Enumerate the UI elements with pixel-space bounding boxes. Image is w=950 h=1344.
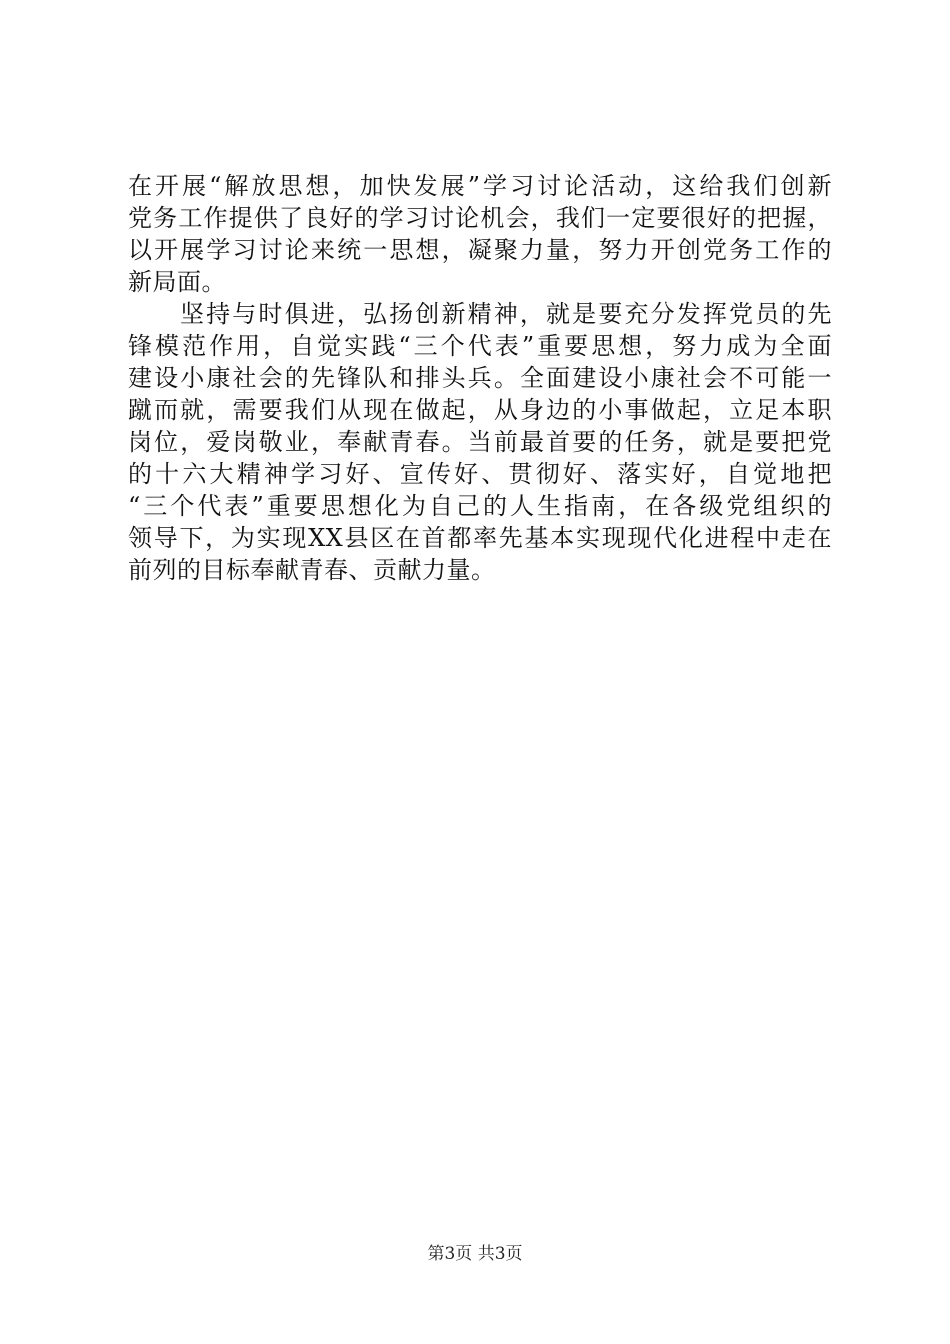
paragraph-2-line-3: 建设小康社会的先锋队和排头兵。全面建设小康社会不可能一	[128, 364, 832, 392]
paragraph-1-line-2: 党务工作提供了良好的学习讨论机会，我们一定要很好的把握，	[128, 204, 832, 232]
paragraph-2-line-4: 蹴而就，需要我们从现在做起，从身边的小事做起，立足本职	[128, 396, 832, 424]
paragraph-2-line-5: 岗位，爱岗敬业，奉献青春。当前最首要的任务，就是要把党	[128, 428, 832, 456]
paragraph-2-line-9: 前列的目标奉献青春、贡献力量。	[128, 556, 496, 584]
page-footer	[0, 1243, 950, 1265]
paragraph-2-line-1: 坚持与时俱进，弘扬创新精神，就是要充分发挥党员的先	[180, 300, 832, 328]
page-number-label: 第3页 共3页	[427, 1244, 523, 1264]
document-body	[128, 170, 832, 586]
paragraph-2-line-8: 领导下，为实现XX县区在首都率先基本实现现代化进程中走在	[128, 524, 832, 552]
paragraph-2-line-7: “三个代表”重要思想化为自己的人生指南，在各级党组织的	[128, 492, 832, 520]
paragraph-1-line-1: 在开展“解放思想，加快发展”学习讨论活动，这给我们创新	[128, 172, 832, 200]
paragraph-2-line-2: 锋模范作用，自觉实践“三个代表”重要思想，努力成为全面	[128, 332, 832, 360]
paragraph-2-line-6: 的十六大精神学习好、宣传好、贯彻好、落实好，自觉地把	[128, 460, 832, 488]
paragraph-1-line-4: 新局面。	[128, 268, 226, 296]
paragraph-1-line-3: 以开展学习讨论来统一思想，凝聚力量，努力开创党务工作的	[128, 236, 832, 264]
